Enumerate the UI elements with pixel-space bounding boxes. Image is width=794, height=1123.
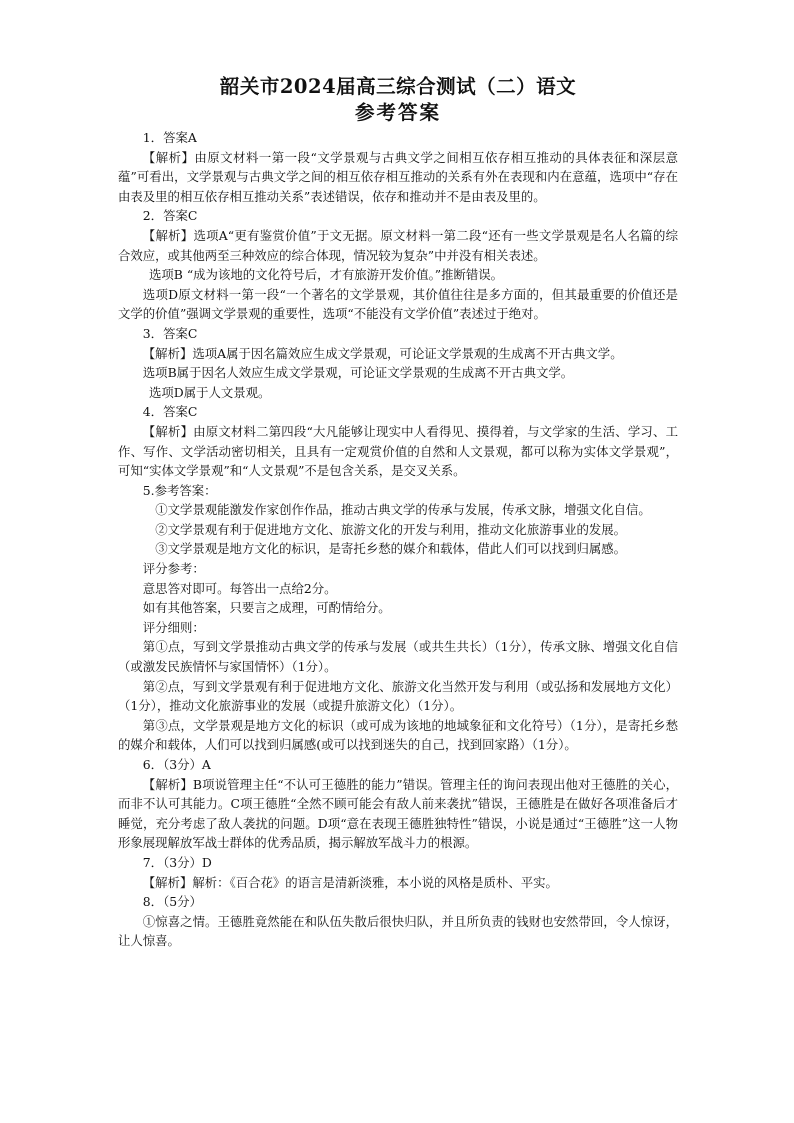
- answer-paragraph: 5.参考答案：: [142, 482, 217, 498]
- answer-paragraph: 3．答案C: [142, 325, 198, 341]
- answer-paragraph: 6．（3分）A: [142, 757, 211, 772]
- answer-paragraph: 4．答案C: [142, 404, 198, 420]
- answer-document: [118, 74, 678, 951]
- answer-paragraph: 如有其他答案，只要言之成理，可酌情给分。: [142, 600, 391, 616]
- answer-paragraph: 7．（3分）D: [142, 854, 212, 870]
- answer-paragraph: 8．（5分）: [142, 894, 202, 910]
- answer-paragraph: 【解析】解析：《百合花》的语言是清新淡雅，本小说的风格是质朴、平实。: [142, 874, 558, 890]
- answer-paragraph: 【解析】选项A“更有鉴赏价值”于文无据。原文材料一第二段“还有一些文学景观是名人名篇的综合效应，或其他两至三种效应的综合体现，情况较为复杂”中并没有相关表述。: [118, 227, 678, 263]
- answer-paragraph: 【解析】由原文材料一第一段“文学景观与古典文学之间相互依存相互推动的具体表征和深层意蕴”可看出，文学景观与古典文学之间的相互依存相互推动的关系有外在表现和内在意蕴，选项中“存在由表及里的相互依存相互推动关系”表述错误，依存和推动并不是由表及里的。: [118, 149, 678, 204]
- document-title: 韶关市2024届高三综合测试（二）语文: [219, 75, 577, 98]
- answer-paragraph: 1．答案A: [142, 130, 197, 145]
- document-body: [118, 128, 678, 951]
- answer-paragraph: ②文学景观有利于促进地方文化、旅游文化的开发与利用，推动文化旅游事业的发展。: [155, 521, 627, 537]
- answer-paragraph: 选项B “成为该地的文化符号后，才有旅游开发价值。”推断错误。: [149, 267, 504, 283]
- answer-paragraph: ①文学景观能激发作家创作作品，推动古典文学的传承与发展，传承文脉，增强文化自信。: [155, 502, 651, 518]
- answer-paragraph: 选项D原文材料一第一段“一个著名的文学景观，其价值往往是多方面的，但其最重要的价值还是文学的价值”强调文学景观的重要性，选项“不能没有文学价值”表述过于绝对。: [118, 286, 678, 322]
- answer-paragraph: 意思答对即可。每答出一点给2分。: [142, 580, 337, 596]
- answer-paragraph: 第③点，文学景观是地方文化的标识（或可成为该地的地域象征和文化符号）（1分），是寄托乡愁的媒介和载体，人们可以找到归属感(或可以找到迷失的自己，找到回家路）（1分）。: [118, 717, 678, 753]
- answer-paragraph: 评分细则：: [142, 619, 205, 635]
- answer-paragraph: 2．答案C: [142, 208, 198, 224]
- answer-paragraph: ①惊喜之情。王德胜竟然能在和队伍失散后很快归队，并且所负责的钱财也安然带回，令人惊讶，让人惊喜。: [118, 913, 678, 949]
- answer-paragraph: 【解析】由原文材料二第四段“大凡能够让现实中人看得见、摸得着，与文学家的生活、学习、工作、写作、文学活动密切相关，且具有一定观赏价值的自然和人文景观，都可以称为实体文学景观”，可知“实体文学景观”和“人文景观”不是包含关系，是交叉关系。: [118, 423, 678, 479]
- answer-paragraph: 【解析】选项A属于因名篇效应生成文学景观，可论证文学景观的生成离不开古典文学。: [142, 345, 623, 361]
- answer-paragraph: ③文学景观是地方文化的标识，是寄托乡愁的媒介和载体，借此人们可以找到归属感。: [155, 541, 627, 557]
- answer-paragraph: 选项D属于人文景观。: [149, 384, 271, 400]
- answer-paragraph: 第②点，写到文学景观有利于促进地方文化、旅游文化当然开发与利用（或弘扬和发展地方文化）（1分），推动文化旅游事业的发展（或提升旅游文化）（1分）。: [118, 678, 678, 714]
- answer-paragraph: 评分参考：: [142, 561, 205, 577]
- answer-paragraph: 【解析】B项说管理主任“不认可王德胜的能力”错误。管理主任的询问表现出他对王德胜的关心，而非不认可其能力。C项王德胜“全然不顾可能会有敌人前来袭扰”错误，王德胜是在做好各项准备后才睡觉，充分考虑了敌人袭扰的问题。D项“意在表现王德胜独特性”错误，小说是通过“王德胜”这一人物形象展现解放军战士群体的优秀品质，揭示解放军战斗力的根源。: [118, 776, 678, 851]
- answer-paragraph: 选项B属于因名人效应生成文学景观，可论证文学景观的生成离不开古典文学。: [142, 365, 574, 381]
- answer-paragraph: 第①点，写到文学景推动古典文学的传承与发展（或共生共长）（1分），传承文脉、增强文化自信（或激发民族情怀与家国情怀）（1分）。: [118, 639, 678, 675]
- document-subtitle: 参考答案: [354, 101, 441, 124]
